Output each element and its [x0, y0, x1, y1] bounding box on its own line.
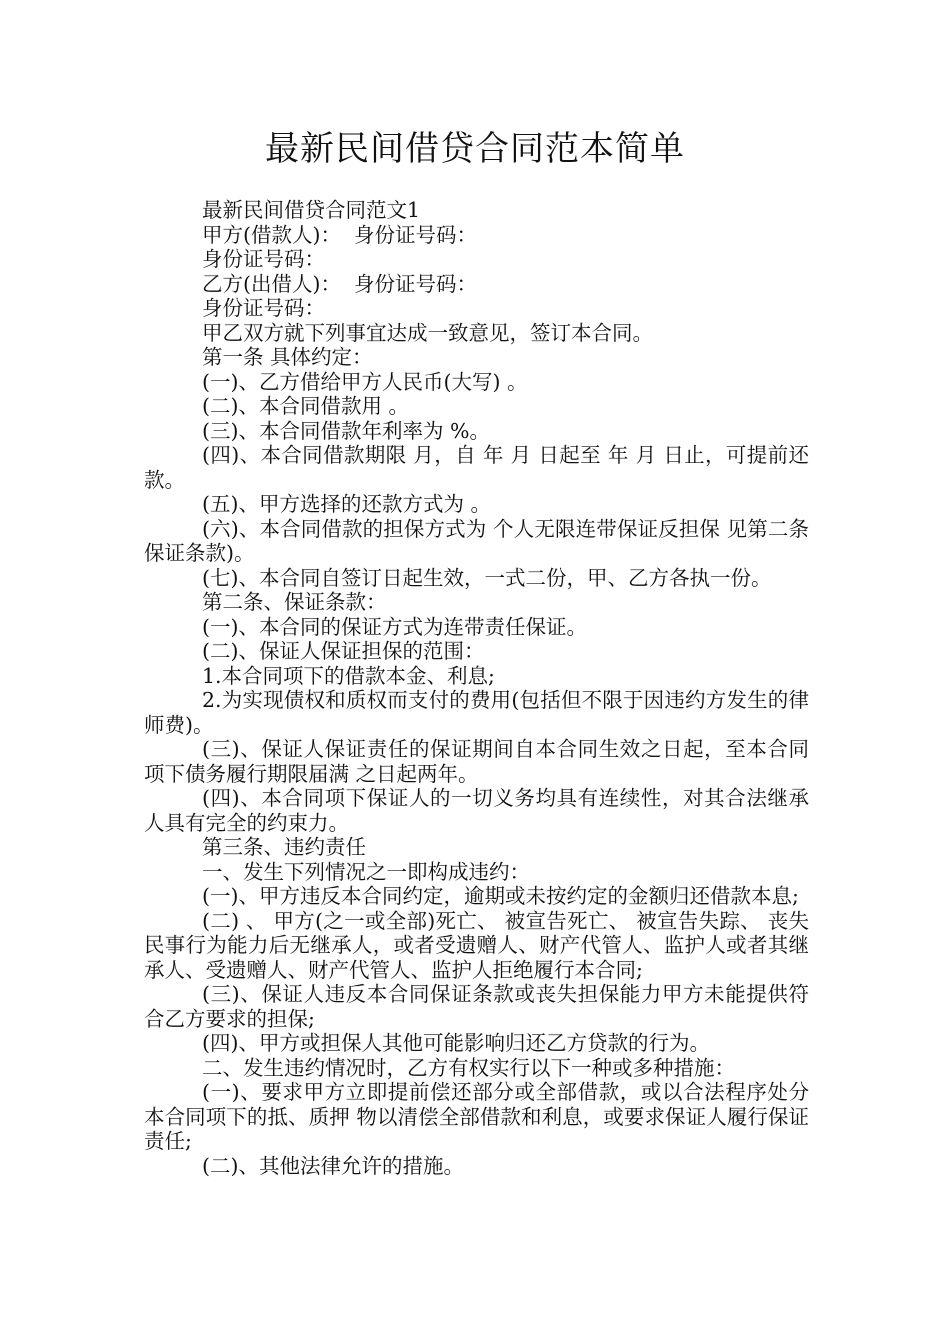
paragraph: (二) 、 甲方(之一或全部)死亡、 被宣告死亡、 被宣告失踪、 丧失民事行为能力后无继承人，或者受遗赠人、财产代管人、监护人或者其继承人、受遗赠人、财产代管人、监护人拒绝履行本合同;: [144, 908, 809, 982]
paragraph: (二)、保证人保证担保的范围：: [202, 639, 485, 663]
paragraph: (一)、甲方违反本合同约定，逾期或未按约定的金额归还借款本息;: [202, 884, 799, 908]
paragraph: (六)、本合同借款的担保方式为 个人无限连带保证反担保 见第二条保证条款)。: [144, 516, 809, 565]
paragraph: (七)、本合同自签订日起生效，一式二份，甲、乙方各执一份。: [202, 565, 772, 590]
paragraph: (二)、其他法律允许的措施。: [202, 1153, 464, 1178]
paragraph: (一)、要求甲方立即提前偿还部分或全部借款，或以合法程序处分本合同项下的抵、质押 物以清偿全部借款和利息，或要求保证人履行保证责任;: [144, 1080, 809, 1153]
paragraph: 第三条、违约责任: [202, 835, 366, 859]
paragraph: 第二条、保证条款：: [202, 590, 387, 614]
paragraph: 一、发生下列情况之一即构成违约：: [202, 859, 530, 884]
paragraph: (二)、本合同借款用 。: [202, 394, 410, 418]
paragraph: (一)、乙方借给甲方人民币(大写) 。: [202, 369, 528, 394]
paragraph: 二、发生违约情况时，乙方有权实行以下一种或多种措施：: [202, 1055, 735, 1080]
paragraph: 第一条 具体约定：: [202, 345, 373, 369]
paragraph: 身份证号码：: [202, 247, 325, 271]
document-body: [144, 198, 809, 1178]
paragraph: 最新民间借贷合同范文1: [202, 198, 421, 222]
paragraph: (三)、保证人违反本合同保证条款或丧失担保能力甲方未能提供符合乙方要求的担保;: [144, 982, 809, 1031]
paragraph: 甲方(借款人)： 身份证号码：: [202, 222, 478, 247]
paragraph: (三)、保证人保证责任的保证期间自本合同生效之日起，至本合同项下债务履行期限届满 之日起两年。: [144, 737, 809, 786]
paragraph: 身份证号码：: [202, 296, 325, 320]
paragraph: (五)、甲方选择的还款方式为 。: [202, 492, 492, 516]
paragraph: (三)、本合同借款年利率为 %。: [202, 418, 490, 443]
paragraph: (一)、本合同的保证方式为连带责任保证。: [202, 614, 587, 639]
paragraph: (四)、本合同项下保证人的一切义务均具有连续性，对其合法继承人具有完全的约束力。: [144, 786, 809, 835]
paragraph: (四)、本合同借款期限 月，自 年 月 日起至 年 月 日止，可提前还款。: [144, 443, 809, 492]
paragraph: 甲乙双方就下列事宜达成一致意见，签订本合同。: [202, 320, 653, 345]
document-title: 最新民间借贷合同范本简单: [265, 129, 685, 169]
paragraph: 乙方(出借人)： 身份证号码：: [202, 271, 478, 296]
paragraph: 1.本合同项下的借款本金、利息;: [202, 663, 495, 688]
paragraph: 2.为实现债权和质权而支付的费用(包括但不限于因违约方发生的律师费)。: [144, 688, 809, 737]
paragraph: (四)、甲方或担保人其他可能影响归还乙方贷款的行为。: [202, 1031, 710, 1055]
